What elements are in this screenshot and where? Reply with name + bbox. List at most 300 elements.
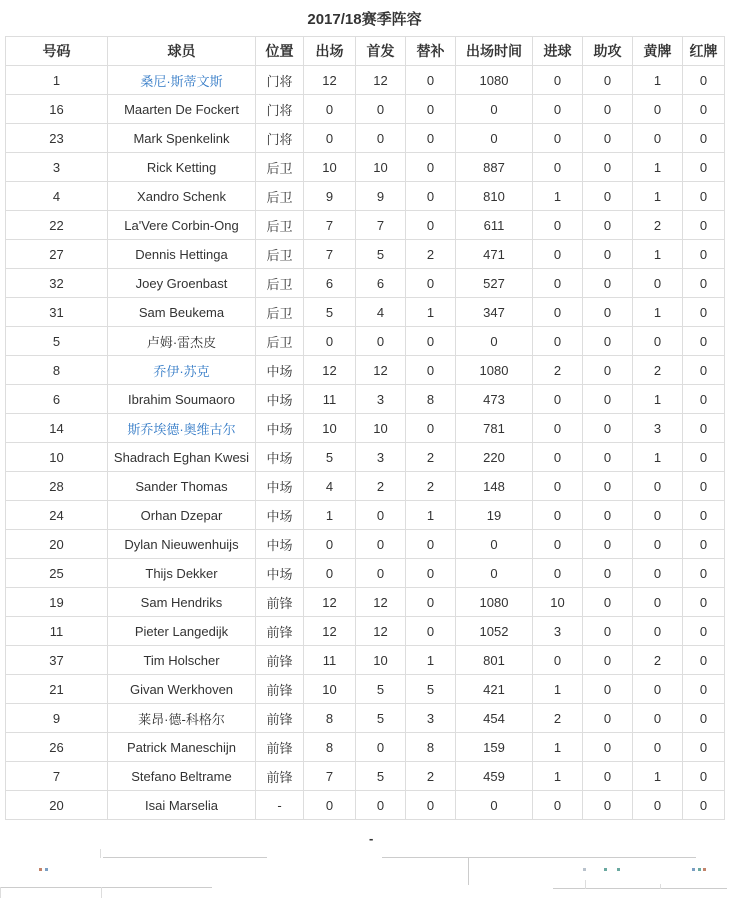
position-cell: - xyxy=(256,791,304,820)
remnant-line xyxy=(553,888,727,889)
stat-cell: 0 xyxy=(356,530,406,559)
stat-cell: 0 xyxy=(406,356,456,385)
player-number-cell: 9 xyxy=(6,704,108,733)
col-header-starts: 首发 xyxy=(356,37,406,66)
stat-cell: 12 xyxy=(304,356,356,385)
stat-cell: 5 xyxy=(406,675,456,704)
player-number-cell: 4 xyxy=(6,182,108,211)
stat-cell: 1 xyxy=(533,762,583,791)
stat-cell: 1 xyxy=(633,240,683,269)
stat-cell: 5 xyxy=(304,443,356,472)
player-number-cell: 16 xyxy=(6,95,108,124)
stat-cell: 0 xyxy=(406,153,456,182)
table-row xyxy=(6,269,725,298)
stat-cell: 2 xyxy=(533,704,583,733)
position-cell: 中场 xyxy=(256,443,304,472)
player-number-cell: 32 xyxy=(6,269,108,298)
stat-cell: 0 xyxy=(533,385,583,414)
position-cell: 后卫 xyxy=(256,153,304,182)
stat-cell: 0 xyxy=(406,124,456,153)
stat-cell: 0 xyxy=(356,559,406,588)
stat-cell: 0 xyxy=(683,240,725,269)
stat-cell: 0 xyxy=(583,298,633,327)
stat-cell: 0 xyxy=(683,646,725,675)
player-name-cell xyxy=(108,356,256,385)
stat-cell: 0 xyxy=(683,66,725,95)
col-header-appearances: 出场 xyxy=(304,37,356,66)
stat-cell: 347 xyxy=(456,298,533,327)
stat-cell: 4 xyxy=(356,298,406,327)
remnant-dash: - xyxy=(369,831,374,846)
player-number-cell: 14 xyxy=(6,414,108,443)
stat-cell: 0 xyxy=(583,617,633,646)
stat-cell: 0 xyxy=(356,791,406,820)
stat-cell: 0 xyxy=(583,704,633,733)
stat-cell: 1080 xyxy=(456,66,533,95)
player-number-cell: 5 xyxy=(6,327,108,356)
stat-cell: 0 xyxy=(583,588,633,617)
player-number-cell: 3 xyxy=(6,153,108,182)
stat-cell: 0 xyxy=(683,762,725,791)
stat-cell: 0 xyxy=(683,298,725,327)
stat-cell: 12 xyxy=(304,588,356,617)
stat-cell: 0 xyxy=(406,530,456,559)
stat-cell: 148 xyxy=(456,472,533,501)
player-number-cell: 25 xyxy=(6,559,108,588)
stat-cell: 0 xyxy=(633,501,683,530)
stat-cell: 0 xyxy=(683,211,725,240)
stat-cell: 10 xyxy=(356,646,406,675)
stat-cell: 0 xyxy=(304,95,356,124)
stat-cell: 0 xyxy=(583,472,633,501)
player-number-cell: 6 xyxy=(6,385,108,414)
remnant-line xyxy=(100,849,101,858)
stat-cell: 7 xyxy=(304,211,356,240)
stat-cell: 0 xyxy=(583,124,633,153)
stat-cell: 0 xyxy=(533,153,583,182)
stat-cell: 0 xyxy=(583,95,633,124)
stat-cell: 0 xyxy=(683,356,725,385)
stat-cell: 8 xyxy=(406,733,456,762)
stat-cell: 19 xyxy=(456,501,533,530)
stat-cell: 0 xyxy=(633,704,683,733)
stat-cell: 0 xyxy=(633,559,683,588)
position-cell: 前锋 xyxy=(256,646,304,675)
remnant-dot xyxy=(703,868,706,871)
stat-cell: 12 xyxy=(356,588,406,617)
stat-cell: 0 xyxy=(406,588,456,617)
stat-cell: 1 xyxy=(633,66,683,95)
player-name-cell: Patrick Maneschijn xyxy=(108,733,256,762)
remnant-dot xyxy=(604,868,607,871)
position-cell: 门将 xyxy=(256,95,304,124)
stat-cell: 2 xyxy=(633,646,683,675)
position-cell: 中场 xyxy=(256,385,304,414)
stat-cell: 1 xyxy=(633,153,683,182)
stat-cell: 0 xyxy=(583,733,633,762)
stat-cell: 1 xyxy=(304,501,356,530)
remnant-line xyxy=(585,880,586,889)
position-cell: 中场 xyxy=(256,501,304,530)
player-number-cell: 10 xyxy=(6,443,108,472)
player-number-cell: 24 xyxy=(6,501,108,530)
stat-cell: 2 xyxy=(406,240,456,269)
remnant-dot xyxy=(698,868,701,871)
stat-cell: 2 xyxy=(356,472,406,501)
stat-cell: 5 xyxy=(356,240,406,269)
stat-cell: 7 xyxy=(304,240,356,269)
stat-cell: 1 xyxy=(633,762,683,791)
remnant-line xyxy=(0,887,212,888)
stat-cell: 0 xyxy=(583,356,633,385)
player-name-cell: 莱昂·德-科格尔 xyxy=(108,704,256,733)
player-name-cell: Shadrach Eghan Kwesi xyxy=(108,443,256,472)
stat-cell: 1 xyxy=(633,298,683,327)
col-header-player: 球员 xyxy=(108,37,256,66)
stat-cell: 0 xyxy=(583,559,633,588)
stat-cell: 0 xyxy=(683,559,725,588)
stat-cell: 0 xyxy=(633,675,683,704)
player-link[interactable]: 桑尼·斯蒂文斯 xyxy=(140,73,223,89)
stat-cell: 0 xyxy=(406,559,456,588)
stat-cell: 0 xyxy=(356,501,406,530)
stat-cell: 10 xyxy=(304,153,356,182)
table-row xyxy=(6,472,725,501)
stat-cell: 421 xyxy=(456,675,533,704)
stat-cell: 0 xyxy=(533,298,583,327)
stat-cell: 4 xyxy=(304,472,356,501)
stat-cell: 0 xyxy=(533,414,583,443)
stat-cell: 3 xyxy=(633,414,683,443)
stat-cell: 0 xyxy=(533,124,583,153)
player-name-cell: Dennis Hettinga xyxy=(108,240,256,269)
stat-cell: 1 xyxy=(406,298,456,327)
table-row xyxy=(6,704,725,733)
col-header-goals: 进球 xyxy=(533,37,583,66)
table-row xyxy=(6,443,725,472)
player-name-cell: Pieter Langedijk xyxy=(108,617,256,646)
col-header-yellow: 黄牌 xyxy=(633,37,683,66)
player-name-cell: Tim Holscher xyxy=(108,646,256,675)
stat-cell: 3 xyxy=(356,443,406,472)
stat-cell: 7 xyxy=(356,211,406,240)
stat-cell: 0 xyxy=(633,530,683,559)
stat-cell: 10 xyxy=(356,153,406,182)
player-name-cell: Givan Werkhoven xyxy=(108,675,256,704)
stat-cell: 0 xyxy=(406,95,456,124)
player-name-cell: Stefano Beltrame xyxy=(108,762,256,791)
stat-cell: 0 xyxy=(583,269,633,298)
table-row xyxy=(6,124,725,153)
stat-cell: 0 xyxy=(533,646,583,675)
remnant-dot xyxy=(583,868,586,871)
player-number-cell: 27 xyxy=(6,240,108,269)
remnant-line xyxy=(103,857,267,858)
stat-cell: 0 xyxy=(633,124,683,153)
table-row xyxy=(6,356,725,385)
stat-cell: 611 xyxy=(456,211,533,240)
stat-cell: 11 xyxy=(304,385,356,414)
stat-cell: 0 xyxy=(583,501,633,530)
stat-cell: 0 xyxy=(533,269,583,298)
stat-cell: 0 xyxy=(356,124,406,153)
stat-cell: 1 xyxy=(406,501,456,530)
stat-cell: 0 xyxy=(583,153,633,182)
col-header-number: 号码 xyxy=(6,37,108,66)
stat-cell: 0 xyxy=(406,182,456,211)
remnant-dot xyxy=(45,868,48,871)
table-row xyxy=(6,414,725,443)
stat-cell: 0 xyxy=(583,327,633,356)
stat-cell: 0 xyxy=(683,153,725,182)
remnant-dot xyxy=(39,868,42,871)
position-cell: 后卫 xyxy=(256,240,304,269)
stat-cell: 10 xyxy=(304,675,356,704)
stat-cell: 801 xyxy=(456,646,533,675)
remnant-line xyxy=(0,887,1,898)
stat-cell: 0 xyxy=(356,95,406,124)
position-cell: 后卫 xyxy=(256,298,304,327)
stat-cell: 0 xyxy=(683,385,725,414)
player-name-cell: Xandro Schenk xyxy=(108,182,256,211)
stat-cell: 0 xyxy=(533,791,583,820)
table-row xyxy=(6,675,725,704)
stat-cell: 0 xyxy=(683,269,725,298)
stat-cell: 12 xyxy=(304,617,356,646)
stat-cell: 1 xyxy=(533,733,583,762)
stat-cell: 810 xyxy=(456,182,533,211)
player-name-cell: Joey Groenbast xyxy=(108,269,256,298)
remnant-line xyxy=(101,887,102,898)
player-name-cell: Mark Spenkelink xyxy=(108,124,256,153)
stat-cell: 781 xyxy=(456,414,533,443)
stat-cell: 7 xyxy=(304,762,356,791)
col-header-minutes: 出场时间 xyxy=(456,37,533,66)
stat-cell: 0 xyxy=(683,124,725,153)
stat-cell: 0 xyxy=(406,414,456,443)
table-row xyxy=(6,66,725,95)
stat-cell: 0 xyxy=(633,472,683,501)
stat-cell: 1 xyxy=(406,646,456,675)
table-row xyxy=(6,646,725,675)
position-cell: 后卫 xyxy=(256,269,304,298)
player-number-cell: 1 xyxy=(6,66,108,95)
remnant-line xyxy=(660,884,661,889)
stat-cell: 5 xyxy=(356,675,406,704)
player-name-cell xyxy=(108,66,256,95)
player-number-cell: 20 xyxy=(6,530,108,559)
player-number-cell: 31 xyxy=(6,298,108,327)
position-cell: 中场 xyxy=(256,530,304,559)
player-number-cell: 19 xyxy=(6,588,108,617)
table-row xyxy=(6,762,725,791)
stat-cell: 12 xyxy=(356,66,406,95)
player-name-cell: Ibrahim Soumaoro xyxy=(108,385,256,414)
stat-cell: 0 xyxy=(406,211,456,240)
stat-cell: 0 xyxy=(356,733,406,762)
position-cell: 中场 xyxy=(256,414,304,443)
stat-cell: 0 xyxy=(456,559,533,588)
remnant-dot xyxy=(692,868,695,871)
player-name-cell: Rick Ketting xyxy=(108,153,256,182)
stat-cell: 2 xyxy=(406,762,456,791)
squad-table xyxy=(5,36,725,820)
player-name-cell: Dylan Nieuwenhuijs xyxy=(108,530,256,559)
stat-cell: 0 xyxy=(304,559,356,588)
player-name-cell: Maarten De Fockert xyxy=(108,95,256,124)
stat-cell: 0 xyxy=(633,617,683,646)
remnant-dot xyxy=(617,868,620,871)
table-row xyxy=(6,588,725,617)
player-name-cell: Sander Thomas xyxy=(108,472,256,501)
stat-cell: 0 xyxy=(633,269,683,298)
stat-cell: 0 xyxy=(583,182,633,211)
stat-cell: 0 xyxy=(304,530,356,559)
stat-cell: 0 xyxy=(683,588,725,617)
stat-cell: 1 xyxy=(533,675,583,704)
stat-cell: 0 xyxy=(533,472,583,501)
header-row xyxy=(6,37,725,66)
stat-cell: 0 xyxy=(583,66,633,95)
table-row xyxy=(6,530,725,559)
stat-cell: 159 xyxy=(456,733,533,762)
position-cell: 后卫 xyxy=(256,327,304,356)
stat-cell: 1 xyxy=(633,385,683,414)
stat-cell: 459 xyxy=(456,762,533,791)
stat-cell: 0 xyxy=(583,646,633,675)
stat-cell: 220 xyxy=(456,443,533,472)
stat-cell: 0 xyxy=(304,327,356,356)
stat-cell: 12 xyxy=(356,356,406,385)
stat-cell: 8 xyxy=(304,733,356,762)
stat-cell: 0 xyxy=(633,733,683,762)
stat-cell: 0 xyxy=(633,791,683,820)
stat-cell: 0 xyxy=(683,182,725,211)
player-number-cell: 23 xyxy=(6,124,108,153)
stat-cell: 0 xyxy=(583,240,633,269)
player-number-cell: 26 xyxy=(6,733,108,762)
stat-cell: 1080 xyxy=(456,588,533,617)
stat-cell: 2 xyxy=(633,211,683,240)
stat-cell: 12 xyxy=(356,617,406,646)
position-cell: 前锋 xyxy=(256,617,304,646)
stat-cell: 0 xyxy=(583,211,633,240)
player-link[interactable]: 斯乔埃德·奥维古尔 xyxy=(127,421,236,437)
stat-cell: 0 xyxy=(456,327,533,356)
table-row xyxy=(6,559,725,588)
table-row xyxy=(6,617,725,646)
table-row xyxy=(6,385,725,414)
stat-cell: 0 xyxy=(633,95,683,124)
position-cell: 门将 xyxy=(256,124,304,153)
stat-cell: 0 xyxy=(406,327,456,356)
player-number-cell: 37 xyxy=(6,646,108,675)
table-row xyxy=(6,95,725,124)
stat-cell: 0 xyxy=(583,414,633,443)
stat-cell: 10 xyxy=(533,588,583,617)
table-row xyxy=(6,327,725,356)
stat-cell: 0 xyxy=(683,733,725,762)
page-title: 2017/18赛季阵容 xyxy=(307,11,422,28)
partial-next-table xyxy=(0,813,729,900)
stat-cell: 0 xyxy=(304,791,356,820)
table-row xyxy=(6,240,725,269)
stat-cell: 0 xyxy=(683,675,725,704)
position-cell: 门将 xyxy=(256,66,304,95)
stat-cell: 0 xyxy=(533,95,583,124)
table-row xyxy=(6,501,725,530)
stat-cell: 10 xyxy=(304,414,356,443)
stat-cell: 0 xyxy=(533,443,583,472)
stat-cell: 0 xyxy=(583,385,633,414)
position-cell: 前锋 xyxy=(256,704,304,733)
player-name-cell: La'Vere Corbin-Ong xyxy=(108,211,256,240)
stat-cell: 0 xyxy=(583,443,633,472)
stat-cell: 0 xyxy=(533,327,583,356)
col-header-sub: 替补 xyxy=(406,37,456,66)
stat-cell: 2 xyxy=(633,356,683,385)
stat-cell: 0 xyxy=(633,327,683,356)
table-row xyxy=(6,733,725,762)
stat-cell: 0 xyxy=(683,501,725,530)
player-number-cell: 11 xyxy=(6,617,108,646)
stat-cell: 0 xyxy=(683,530,725,559)
stat-cell: 1052 xyxy=(456,617,533,646)
stat-cell: 0 xyxy=(406,617,456,646)
stat-cell: 2 xyxy=(406,472,456,501)
stat-cell: 0 xyxy=(683,327,725,356)
stat-cell: 0 xyxy=(304,124,356,153)
stat-cell: 5 xyxy=(304,298,356,327)
player-number-cell: 7 xyxy=(6,762,108,791)
stat-cell: 0 xyxy=(683,704,725,733)
stat-cell: 0 xyxy=(456,124,533,153)
player-name-cell: Orhan Dzepar xyxy=(108,501,256,530)
player-number-cell: 22 xyxy=(6,211,108,240)
player-name-cell: Thijs Dekker xyxy=(108,559,256,588)
player-number-cell: 28 xyxy=(6,472,108,501)
stat-cell: 1 xyxy=(633,443,683,472)
stat-cell: 0 xyxy=(356,327,406,356)
stat-cell: 0 xyxy=(533,211,583,240)
position-cell: 中场 xyxy=(256,559,304,588)
player-name-cell: 卢姆·雷杰皮 xyxy=(108,327,256,356)
table-row xyxy=(6,298,725,327)
table-row xyxy=(6,211,725,240)
stat-cell: 3 xyxy=(356,385,406,414)
position-cell: 前锋 xyxy=(256,588,304,617)
position-cell: 后卫 xyxy=(256,182,304,211)
stat-cell: 0 xyxy=(533,559,583,588)
stat-cell: 3 xyxy=(406,704,456,733)
stat-cell: 9 xyxy=(304,182,356,211)
player-name-cell xyxy=(108,414,256,443)
stat-cell: 2 xyxy=(406,443,456,472)
stat-cell: 6 xyxy=(304,269,356,298)
stat-cell: 473 xyxy=(456,385,533,414)
player-link[interactable]: 乔伊·苏克 xyxy=(153,363,210,379)
stat-cell: 471 xyxy=(456,240,533,269)
stat-cell: 0 xyxy=(456,530,533,559)
stat-cell: 6 xyxy=(356,269,406,298)
stat-cell: 9 xyxy=(356,182,406,211)
stat-cell: 0 xyxy=(683,414,725,443)
player-name-cell: Sam Hendriks xyxy=(108,588,256,617)
stat-cell: 0 xyxy=(683,617,725,646)
position-cell: 中场 xyxy=(256,472,304,501)
stat-cell: 0 xyxy=(683,791,725,820)
table-body xyxy=(6,66,725,820)
